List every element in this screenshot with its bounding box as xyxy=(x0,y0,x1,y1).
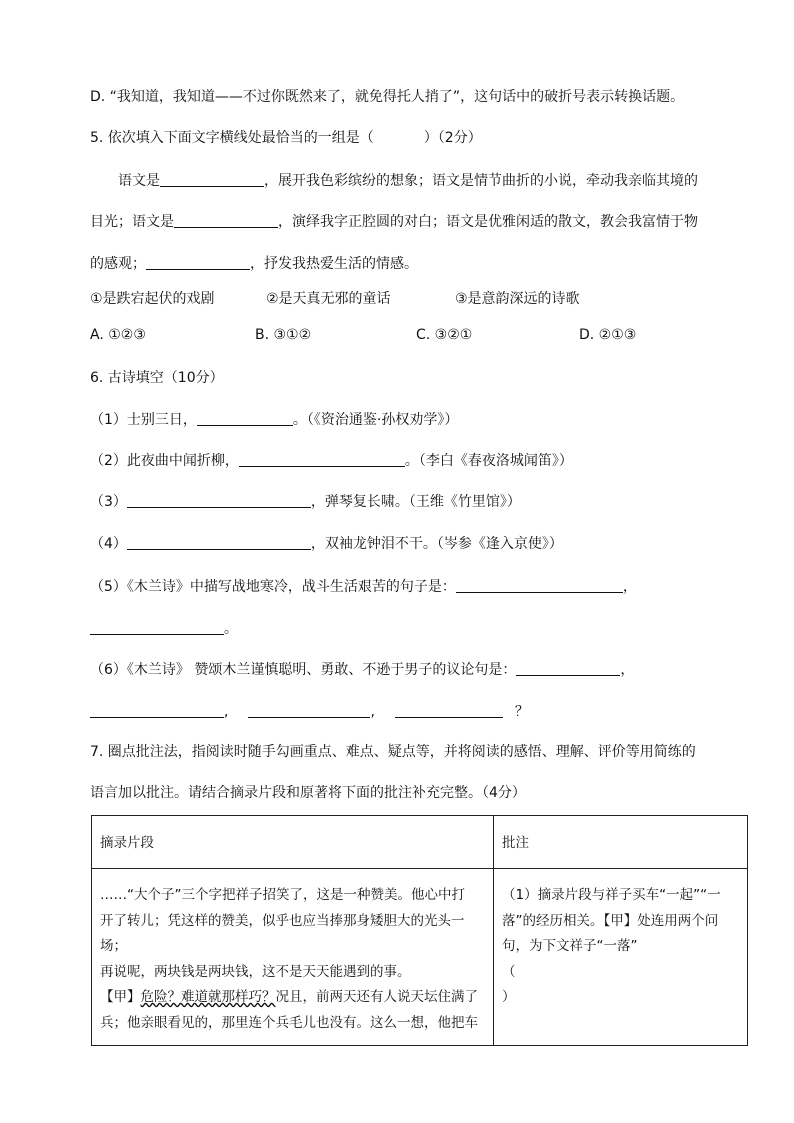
q5-passage-line-1 xyxy=(118,171,698,191)
q4-option-d: D. “我知道，我知道——不过你既然来了，就免得托人捎了”，这句话中的破折号表示转换话题。 xyxy=(90,89,685,105)
q6-blank-2[interactable] xyxy=(239,452,405,467)
header-note-cell xyxy=(494,816,748,869)
q6-blank-5a[interactable] xyxy=(456,578,623,593)
excerpt-cell xyxy=(92,869,494,1046)
q6-text: ，双袖龙钟泪不干。（岑参《逢入京使》） xyxy=(310,536,563,552)
q6-text: （4） xyxy=(90,536,127,552)
q6-item-4 xyxy=(90,534,563,554)
q6-blank-6d[interactable] xyxy=(395,703,503,718)
header-note: 批注 xyxy=(502,835,529,851)
q6-stem: 6. 古诗填空（10分） xyxy=(90,370,224,386)
q5-option-c[interactable]: C. ③②① xyxy=(416,327,473,343)
q5-text: ，展开我色彩缤纷的想象；语文是情节曲折的小说，牵动我亲临其境的 xyxy=(264,173,698,189)
q5-stem xyxy=(90,128,482,148)
q6-text: , xyxy=(370,704,375,720)
q6-item-1 xyxy=(90,410,458,430)
q6-item-3 xyxy=(90,492,521,512)
q5-option-a[interactable]: A. ①②③ xyxy=(90,327,146,343)
q7-stem-line-2: 语言加以批注。请结合摘录片段和原著将下面的批注补充完整。（4分） xyxy=(90,785,526,801)
q6-item-2 xyxy=(90,451,573,471)
q5-blank-2[interactable] xyxy=(174,213,278,228)
q6-blank-4[interactable] xyxy=(127,535,311,550)
q6-item-5-cont xyxy=(90,619,238,639)
q6-blank-3[interactable] xyxy=(127,493,311,508)
q6-text: ， xyxy=(620,662,635,678)
q5-text: 的感观； xyxy=(90,256,146,272)
table-row xyxy=(92,869,748,1046)
q6-item-6-cont xyxy=(90,702,529,722)
q5-option-d[interactable]: D. ②①③ xyxy=(579,327,637,343)
q6-item-5 xyxy=(90,577,637,597)
q5-passage-line-3 xyxy=(90,254,418,274)
q5-choice-1: ①是跌宕起伏的戏剧 xyxy=(90,291,215,307)
q6-text: （3） xyxy=(90,494,127,510)
q6-text: 。（《资治通鉴·孙权劝学》） xyxy=(292,412,459,428)
q5-blank-1[interactable] xyxy=(160,172,264,187)
q6-text: （6）《木兰诗》 赞颂木兰谨慎聪明、勇敢、不逊于男子的议论句是： xyxy=(90,662,517,678)
excerpt-table xyxy=(91,815,748,1046)
q5-passage-line-2 xyxy=(90,212,698,232)
q5-choice-2: ②是天真无邪的童话 xyxy=(266,291,391,307)
q6-text: （1）士别三日， xyxy=(90,412,197,428)
q5-stem-end: ）（2分） xyxy=(423,130,482,146)
q6-text: 。（李白《春夜洛城闻笛》） xyxy=(404,453,573,469)
q6-blank-5b[interactable] xyxy=(90,620,224,635)
q6-blank-1[interactable] xyxy=(197,411,293,426)
q5-text: ，抒发我热爱生活的情感。 xyxy=(250,256,418,272)
q6-blank-6c[interactable] xyxy=(248,703,370,718)
q5-stem-start: 5. 依次填入下面文字横线处最恰当的一组是（ xyxy=(90,130,374,146)
q6-text: ， xyxy=(622,579,637,595)
note-cell xyxy=(494,869,748,1046)
note-text[interactable]: （1）摘录片段与祥子买车“一起”“一 落”的经历相关。【甲】处连用两个问 句，为下文祥子“一落” （ ） xyxy=(502,887,721,1005)
q5-text: ，演绎我字正腔圆的对白；语文是优雅闲适的散文，教会我富情于物 xyxy=(278,214,698,230)
q6-item-6 xyxy=(90,660,634,680)
header-excerpt: 摘录片段 xyxy=(100,835,154,851)
q5-option-b[interactable]: B. ③①② xyxy=(255,327,312,343)
q7-stem-line-1: 7. 圈点批注法，指阅读时随手勾画重点、难点、疑点等，并将阅读的感悟、理解、评价等用简练的 xyxy=(90,744,696,760)
q5-choice-3: ③是意韵深远的诗歌 xyxy=(455,291,580,307)
excerpt-marked-text: 危险？难道就那样巧？ xyxy=(140,989,276,1005)
excerpt-text xyxy=(92,869,493,1036)
q6-text: ，弹琴复长啸。（王维《竹里馆》） xyxy=(310,494,521,510)
q6-blank-6a[interactable] xyxy=(516,661,620,676)
q6-text: （2）此夜曲中闻折柳， xyxy=(90,453,239,469)
q6-text: 。 xyxy=(224,621,238,637)
q5-text: 目光；语文是 xyxy=(90,214,174,230)
q5-blank-3[interactable] xyxy=(146,255,250,270)
q6-text: ？ xyxy=(514,704,529,720)
q5-text: 语文是 xyxy=(118,173,160,189)
q6-text: , xyxy=(224,704,229,720)
q6-blank-6b[interactable] xyxy=(90,703,224,718)
table-header-row xyxy=(92,816,748,869)
q6-text: （5）《木兰诗》中描写战地寒冷，战斗生活艰苦的句子是： xyxy=(90,579,456,595)
excerpt-text-part-1: ……“大个子”三个字把祥子招笑了，这是一种赞美。他心中打 开了转儿；凭这样的赞美，似乎也应当捧那身矮胆大的光头一场； 再说呢，两块钱是两块钱，这不是天天能遇到的事。 【甲】 xyxy=(100,887,465,1005)
header-excerpt-cell xyxy=(92,816,494,869)
excerpt-text-part-2: 况且，前两天还有人说天坛住满了 兵；他亲眼看见的，那里连个兵毛儿也没有。这么一想，他把车 xyxy=(100,989,478,1031)
